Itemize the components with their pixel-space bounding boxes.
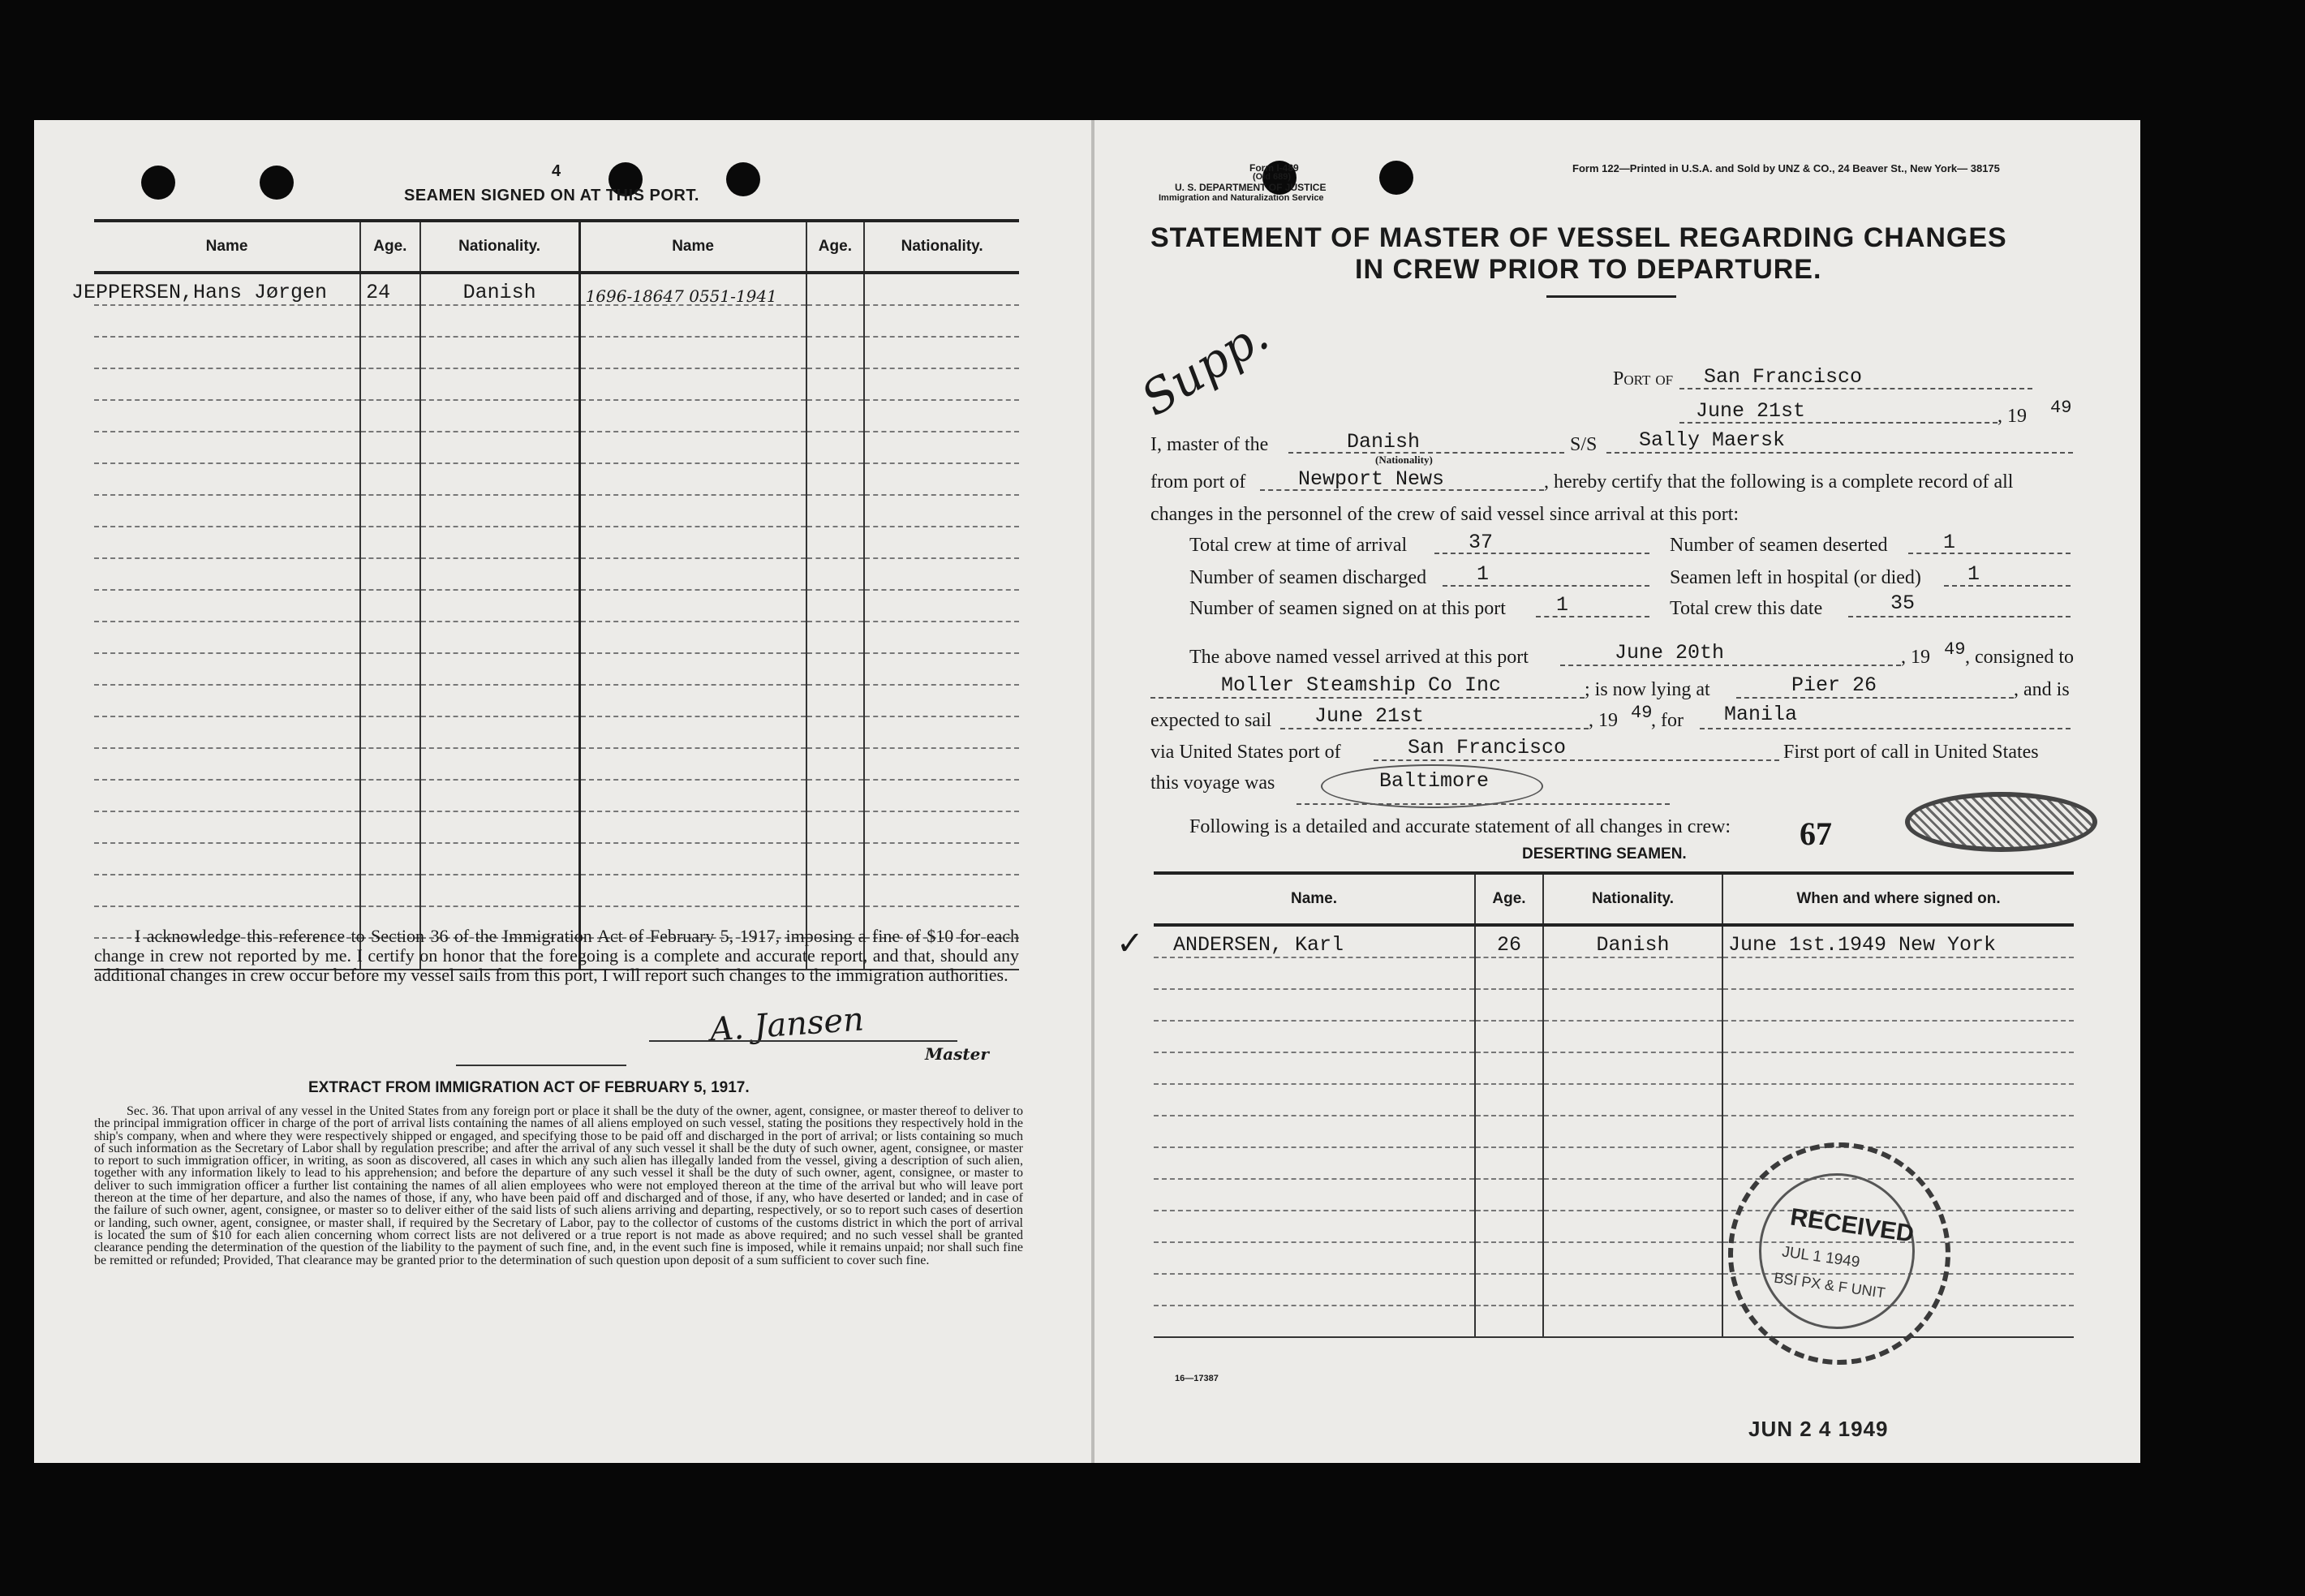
pier-value: Pier 26 [1791, 673, 1877, 697]
seaman-nationality: Danish [420, 273, 579, 305]
master-label: Master [925, 1044, 989, 1064]
punch-hole [726, 162, 760, 196]
table-row [1154, 925, 2074, 957]
seaman-age-2 [806, 273, 865, 305]
arrived-label: The above named vessel arrived at this port [1189, 647, 1529, 668]
signed-on-value: 1 [1556, 593, 1569, 617]
via-label: via United States port of [1150, 742, 1341, 763]
date-value: June 21st [1696, 399, 1806, 423]
crossed-out-scribble [1905, 792, 2097, 852]
stamp-date: JUL 1 1949 [1781, 1243, 1861, 1271]
table-row [94, 780, 1019, 811]
form-title-line1: STATEMENT OF MASTER OF VESSEL REGARDING CHANGES [1150, 222, 2007, 253]
deserter-name: ANDERSEN, Karl [1154, 925, 1475, 957]
following-text: Following is a detailed and accurate statement of all changes in crew: [1189, 816, 1731, 837]
checkmark-icon: ✓ [1116, 925, 1144, 962]
table-row [1154, 1052, 2074, 1084]
changes-text: changes in the personnel of the crew of said vessel since arrival at this port: [1150, 504, 1740, 525]
total-arrival-label: Total crew at time of arrival [1189, 535, 1408, 556]
seamen-signed-on-table [71, 219, 1019, 970]
port-label: Port of [1613, 368, 1674, 389]
table-row [1154, 957, 2074, 989]
hospital-value: 1 [1967, 562, 1980, 586]
table-row [94, 400, 1019, 432]
column-header: Name. [1154, 873, 1475, 925]
form-header-line: (Old 689) [1253, 172, 1292, 182]
discharged-label: Number of seamen discharged [1189, 567, 1427, 588]
discharged-line [1443, 585, 1649, 587]
deserted-line [1908, 553, 2071, 554]
date-stamp: JUN 2 4 1949 [1748, 1417, 1889, 1441]
voyage-label: this voyage was [1150, 772, 1275, 794]
table-row [94, 622, 1019, 653]
deserter-age: 26 [1475, 925, 1543, 957]
table-row [1154, 1084, 2074, 1116]
deserter-nationality: Danish [1543, 925, 1722, 957]
table-row [94, 716, 1019, 748]
via-value: San Francisco [1408, 736, 1567, 759]
destination-value: Manila [1724, 703, 1798, 726]
and-is: , and is [2014, 679, 2070, 700]
form-title-line2: IN CREW PRIOR TO DEPARTURE. [1355, 254, 1822, 285]
consigned-label: , consigned to [1965, 647, 2074, 668]
margin-note: Supp. [1131, 307, 1278, 427]
divider [456, 1065, 626, 1066]
punch-hole [1379, 161, 1413, 195]
nationality-caption: (Nationality) [1375, 454, 1433, 466]
column-header: When and where signed on. [1722, 873, 2074, 925]
table-row [1154, 1116, 2074, 1147]
table-row [94, 875, 1019, 906]
column-header: Age. [806, 221, 865, 273]
left-page-title: SEAMEN SIGNED ON AT THIS PORT. [404, 187, 699, 204]
lying-label: ; is now lying at [1585, 679, 1710, 700]
column-header: Age. [1475, 873, 1543, 925]
stamp-label: RECEIVED [1788, 1203, 1916, 1248]
table-row [94, 368, 1019, 400]
first-port-label: First port of call in United States [1783, 742, 2039, 763]
punch-hole [260, 166, 294, 200]
table-row [94, 843, 1019, 875]
first-port-value: Baltimore [1379, 769, 1490, 793]
change-count: 67 [1800, 815, 1832, 852]
signed-on-line [1536, 616, 1649, 617]
table-row [94, 748, 1019, 780]
arrived-line [1560, 665, 1901, 666]
signed-on-label: Number of seamen signed on at this port [1189, 598, 1506, 619]
form-header-line: Immigration and Naturalization Service [1159, 193, 1324, 203]
destination-line [1700, 728, 2071, 729]
master-of-label: I, master of the [1150, 434, 1269, 455]
table-row [94, 305, 1019, 337]
arrived-date: June 20th [1615, 641, 1725, 665]
extract-title: EXTRACT FROM IMMIGRATION ACT OF FEBRUARY 5, 1917. [308, 1079, 750, 1096]
sail-year-prefix: , 19 [1589, 710, 1618, 731]
table-row [1154, 1021, 2074, 1052]
deserted-value: 1 [1943, 531, 1956, 554]
deserter-signed-on: June 1st.1949 New York [1722, 925, 2074, 957]
table-row [94, 590, 1019, 622]
table-row [94, 273, 1019, 305]
extract-text: Sec. 36. That upon arrival of any vessel in the United States from any foreign port or place it shall be the duty of the owner, agent, consignee, or master thereof to deliver to the principal immigration officer in charge of the port of arrival lists containing the names of all aliens employed on such vessel, stating the positions they respectively hold in the ship's company, when and where they were respectively shipped or engaged, and specifying those to be paid off and discharged in the port of arrival; or lists containing so much of such information as the Secretary of Labor shall by regulation prescribe; and after the arrival of any such vessel it shall be the duty of such owner, agent, consignee, or master to report to such immigration officer, in writing, as soon as discovered, all cases in which any such alien has illegally landed from the vessel, giving a description of such alien, together with any information likely to lead to his apprehension; and before the departure of any such vessel it shall be the duty of such owner, agent, consignee, or master to deliver to such immigration officer a further list containing the names of all alien employees who were not employed thereon at the time of the arrival but who will leave port thereon at the time of her departure, and also the names of those, if any, who have been paid off and discharged and of those, if any, who have deserted or landed; and in case of the failure of such owner, agent, consignee, or master so to deliver either of the said lists of such aliens arriving and departing, respectively, or so to report such cases of desertion or landing, such owner, agent, consignee, or master shall, if required by the Secretary of Labor, pay to the collector of customs of the customs district in which the port of arrival is located the sum of $10 for each alien concerning whom correct lists are not delivered or a true report is not made as above required; and no such vessel shall be granted clearance pending the determination of the question of the liability to the payment of such fine, and, in the event such fine is imposed, while it remains unpaid; nor shall such fine be remitted or refunded; Provided, That clearance may be granted prior to the determination of such question upon deposit of a sum sufficient to cover such fine. [94, 1104, 1023, 1267]
sail-line [1280, 728, 1589, 729]
from-port-label: from port of [1150, 471, 1246, 493]
page-number: 4 [552, 162, 561, 180]
table-row [94, 432, 1019, 463]
table-row [1154, 1147, 2074, 1179]
first-port-line [1297, 803, 1670, 805]
consignee-line [1150, 697, 1585, 699]
table-row [94, 337, 1019, 368]
form-header-line: U. S. DEPARTMENT OF JUSTICE [1175, 182, 1327, 193]
vessel-value: Sally Maersk [1639, 428, 1786, 452]
total-arrival-line [1434, 553, 1649, 554]
arrived-year-prefix: , 19 [1901, 647, 1930, 668]
column-header: Nationality. [1543, 873, 1722, 925]
printer-note: Form 122—Printed in U.S.A. and Sold by UNZ & CO., 24 Beaver St., New York— 38175 [1572, 162, 2000, 174]
total-date-value: 35 [1890, 592, 1916, 615]
column-header: Name [94, 221, 360, 273]
table-row [94, 495, 1019, 527]
column-header: Nationality. [420, 221, 579, 273]
year-prefix: , 19 [1998, 406, 2027, 427]
deserting-title: DESERTING SEAMEN. [1522, 845, 1687, 863]
total-arrival-value: 37 [1469, 531, 1494, 554]
deserted-label: Number of seamen deserted [1670, 535, 1888, 556]
for-label: , for [1651, 710, 1684, 731]
seaman-nationality-2 [864, 273, 1019, 305]
seaman-age: 24 [360, 273, 420, 305]
table-row [94, 527, 1019, 558]
sail-year: 49 [1631, 703, 1653, 723]
hospital-line [1944, 585, 2071, 587]
total-date-line [1848, 616, 2071, 617]
table-row [1154, 989, 2074, 1021]
received-stamp [1728, 1142, 1950, 1365]
consignee-value: Moller Steamship Co Inc [1221, 673, 1502, 697]
via-line [1374, 759, 1779, 761]
stamp-unit: BSI PX & F UNIT [1773, 1269, 1886, 1301]
column-header: Age. [360, 221, 420, 273]
ss-label: S/S [1570, 434, 1598, 455]
column-header: Nationality. [864, 221, 1019, 273]
table-row [1154, 1306, 2074, 1337]
table-row [94, 811, 1019, 843]
year-value: 49 [2050, 398, 2072, 418]
signature-line [649, 1040, 957, 1042]
form-header-line: Form I-489 [1249, 162, 1299, 174]
footer-code: 16—17387 [1175, 1374, 1219, 1383]
column-header: Name [579, 221, 806, 273]
total-date-label: Total crew this date [1670, 598, 1823, 619]
discharged-value: 1 [1477, 562, 1490, 586]
nationality-value: Danish [1347, 430, 1421, 454]
table-row [94, 463, 1019, 495]
table-row [94, 685, 1019, 716]
page-fold [1091, 120, 1094, 1463]
sail-label: expected to sail [1150, 710, 1272, 731]
master-signature: A. Jansen [708, 1000, 866, 1049]
table-row [94, 558, 1019, 590]
hospital-label: Seamen left in hospital (or died) [1670, 567, 1921, 588]
table-row [94, 653, 1019, 685]
handwritten-number: 1696-18647 0551-1941 [579, 273, 806, 305]
title-rule [1546, 295, 1676, 298]
seaman-name: JEPPERSEN,Hans Jørgen [67, 273, 333, 305]
vessel-line [1606, 452, 2073, 454]
punch-hole [141, 166, 175, 200]
port-value: San Francisco [1704, 365, 1863, 389]
certify-text: , hereby certify that the following is a complete record of all [1544, 471, 2014, 493]
arrived-year: 49 [1944, 639, 1966, 660]
acknowledgement-text: I acknowledge this reference to Section 36 of the Immigration Act of February 5, 1917, imposing a fine of $10 for each change in crew not reported by me. I certify on honor that the foregoing is a complete and accurate report, and that, should any additional changes in crew occur before my vessel sails from this port, I will report such changes to the immigration authorities. [94, 926, 1019, 985]
pier-line [1736, 697, 2014, 699]
sail-date: June 21st [1314, 704, 1425, 728]
from-port-value: Newport News [1298, 467, 1445, 491]
